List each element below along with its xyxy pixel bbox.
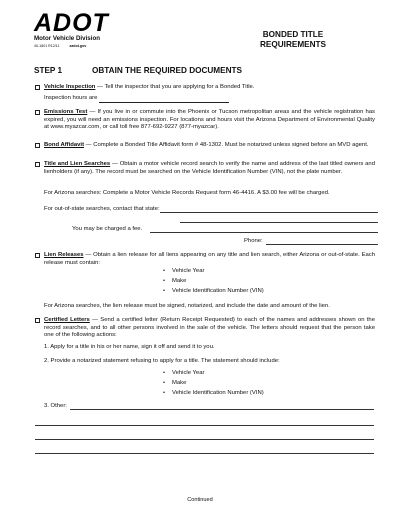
item-text: — Obtain a motor vehicle record search to verify the name and address of the last titled owners and lienholders (if any). The record must be searched on the Vehicle Identification Number (VIN), not the plate number. bbox=[44, 161, 375, 175]
phone-field[interactable] bbox=[266, 244, 378, 245]
item-label: Title and Lien Searches bbox=[44, 161, 111, 167]
checkbox-title-lien-searches[interactable] bbox=[35, 162, 40, 167]
adot-logo bbox=[34, 9, 126, 48]
item-label: Lien Releases bbox=[44, 252, 84, 258]
list-item: • Vehicle Identification Number (VIN) bbox=[172, 388, 264, 398]
list-item: • Vehicle Year bbox=[172, 266, 264, 276]
website: azdot.gov bbox=[69, 44, 87, 48]
form-number: 40-1801 R12/11 bbox=[34, 44, 60, 48]
item-text: — Send a certified letter (Return Receipt Requested) to each of the names and addresses shown on the record searches, and to all other persons involved in the sale of the vehicle. The letters should request that the person take one of the following actions: bbox=[44, 317, 375, 339]
inspection-hours-field[interactable] bbox=[99, 97, 229, 103]
out-of-state-field-2[interactable] bbox=[180, 222, 378, 223]
item-label: Emissions Test bbox=[44, 109, 88, 115]
checkbox-emissions-test[interactable] bbox=[35, 110, 40, 115]
item-text: — Tell the inspector that you are applying for a Bonded Title. bbox=[95, 84, 255, 90]
item-title-lien-searches bbox=[35, 161, 375, 176]
item-label: Certified Letters bbox=[44, 317, 90, 323]
title-line-2: REQUIREMENTS bbox=[260, 40, 326, 49]
item-vehicle-inspection bbox=[35, 84, 375, 92]
other-field-3[interactable] bbox=[35, 439, 374, 440]
logo-subtitle: Motor Vehicle Division bbox=[34, 35, 101, 42]
other-field-4[interactable] bbox=[35, 453, 374, 454]
checkbox-vehicle-inspection[interactable] bbox=[35, 85, 40, 90]
item-certified-letters bbox=[35, 317, 375, 340]
phone-label: Phone: bbox=[244, 238, 263, 244]
item-emissions-test bbox=[35, 109, 375, 132]
fee-row bbox=[72, 226, 142, 234]
arizona-search-note: For Arizona searches: Complete a Motor Vehicle Records Request form 46-4416. A $3.00 fee will be charged. bbox=[44, 190, 330, 196]
title-line-1: BONDED TITLE bbox=[262, 30, 324, 39]
list-item: • Vehicle Year bbox=[172, 368, 264, 378]
fee-field[interactable] bbox=[150, 232, 378, 233]
document-title bbox=[248, 30, 338, 50]
out-of-state-label: For out-of-state searches, contact that state: bbox=[44, 206, 160, 212]
statement-requirements bbox=[172, 368, 264, 398]
out-of-state-row bbox=[44, 206, 160, 214]
lien-release-arizona-note: For Arizona searches, the lien release must be signed, notarized, and include the date and amount of the lien. bbox=[44, 303, 330, 309]
item-label: Bond Affidavit bbox=[44, 142, 85, 148]
inspection-hours-label: Inspection hours are bbox=[44, 95, 98, 101]
item-text: — If you live in or commute into the Phoenix or Tucson metropolitan areas and the vehicle registration has expired, you will need an emissions inspection. For locations and hours visit the Arizona Department of Environmental Quality at www.myazcar.com, or call toll free 877-692-9227 (877-myazcar). bbox=[44, 109, 375, 131]
fee-note: You may be charged a fee. bbox=[72, 226, 143, 232]
inspection-hours-row bbox=[44, 95, 229, 103]
item-label: Vehicle Inspection bbox=[44, 84, 96, 90]
checkbox-lien-releases[interactable] bbox=[35, 253, 40, 258]
item-text: — Obtain a lien release for all liens appearing on any title and lien search, either Arizona or out-of-state. Each release must contain: bbox=[44, 252, 375, 266]
step-title: OBTAIN THE REQUIRED DOCUMENTS bbox=[92, 66, 242, 75]
list-item: • Make bbox=[172, 276, 264, 286]
checkbox-bond-affidavit[interactable] bbox=[35, 143, 40, 148]
list-item: • Make bbox=[172, 378, 264, 388]
continued-label: Continued bbox=[187, 497, 213, 503]
action-3: 3. Other: bbox=[44, 403, 67, 409]
action-1: 1. Apply for a title in his or her name, sign it off and send it to you. bbox=[44, 344, 215, 350]
list-item: • Vehicle Identification Number (VIN) bbox=[172, 286, 264, 296]
other-field-2[interactable] bbox=[35, 425, 374, 426]
step-number: STEP 1 bbox=[34, 66, 63, 75]
item-text: — Complete a Bonded Title Affidavit form # 48-1302. Must be notarized unless signed before an MVD agent. bbox=[84, 142, 369, 148]
logo-meta bbox=[34, 44, 126, 48]
out-of-state-field[interactable] bbox=[160, 212, 378, 213]
action-2: 2. Provide a notarized statement refusing to apply for a title. The statement should include: bbox=[44, 358, 280, 364]
step-heading bbox=[34, 66, 242, 75]
logo-wordmark: ADOT bbox=[34, 9, 109, 37]
checkbox-certified-letters[interactable] bbox=[35, 318, 40, 323]
item-bond-affidavit bbox=[35, 142, 375, 150]
item-lien-releases bbox=[35, 252, 375, 267]
other-field-1[interactable] bbox=[70, 409, 374, 410]
lien-release-requirements bbox=[172, 266, 264, 296]
